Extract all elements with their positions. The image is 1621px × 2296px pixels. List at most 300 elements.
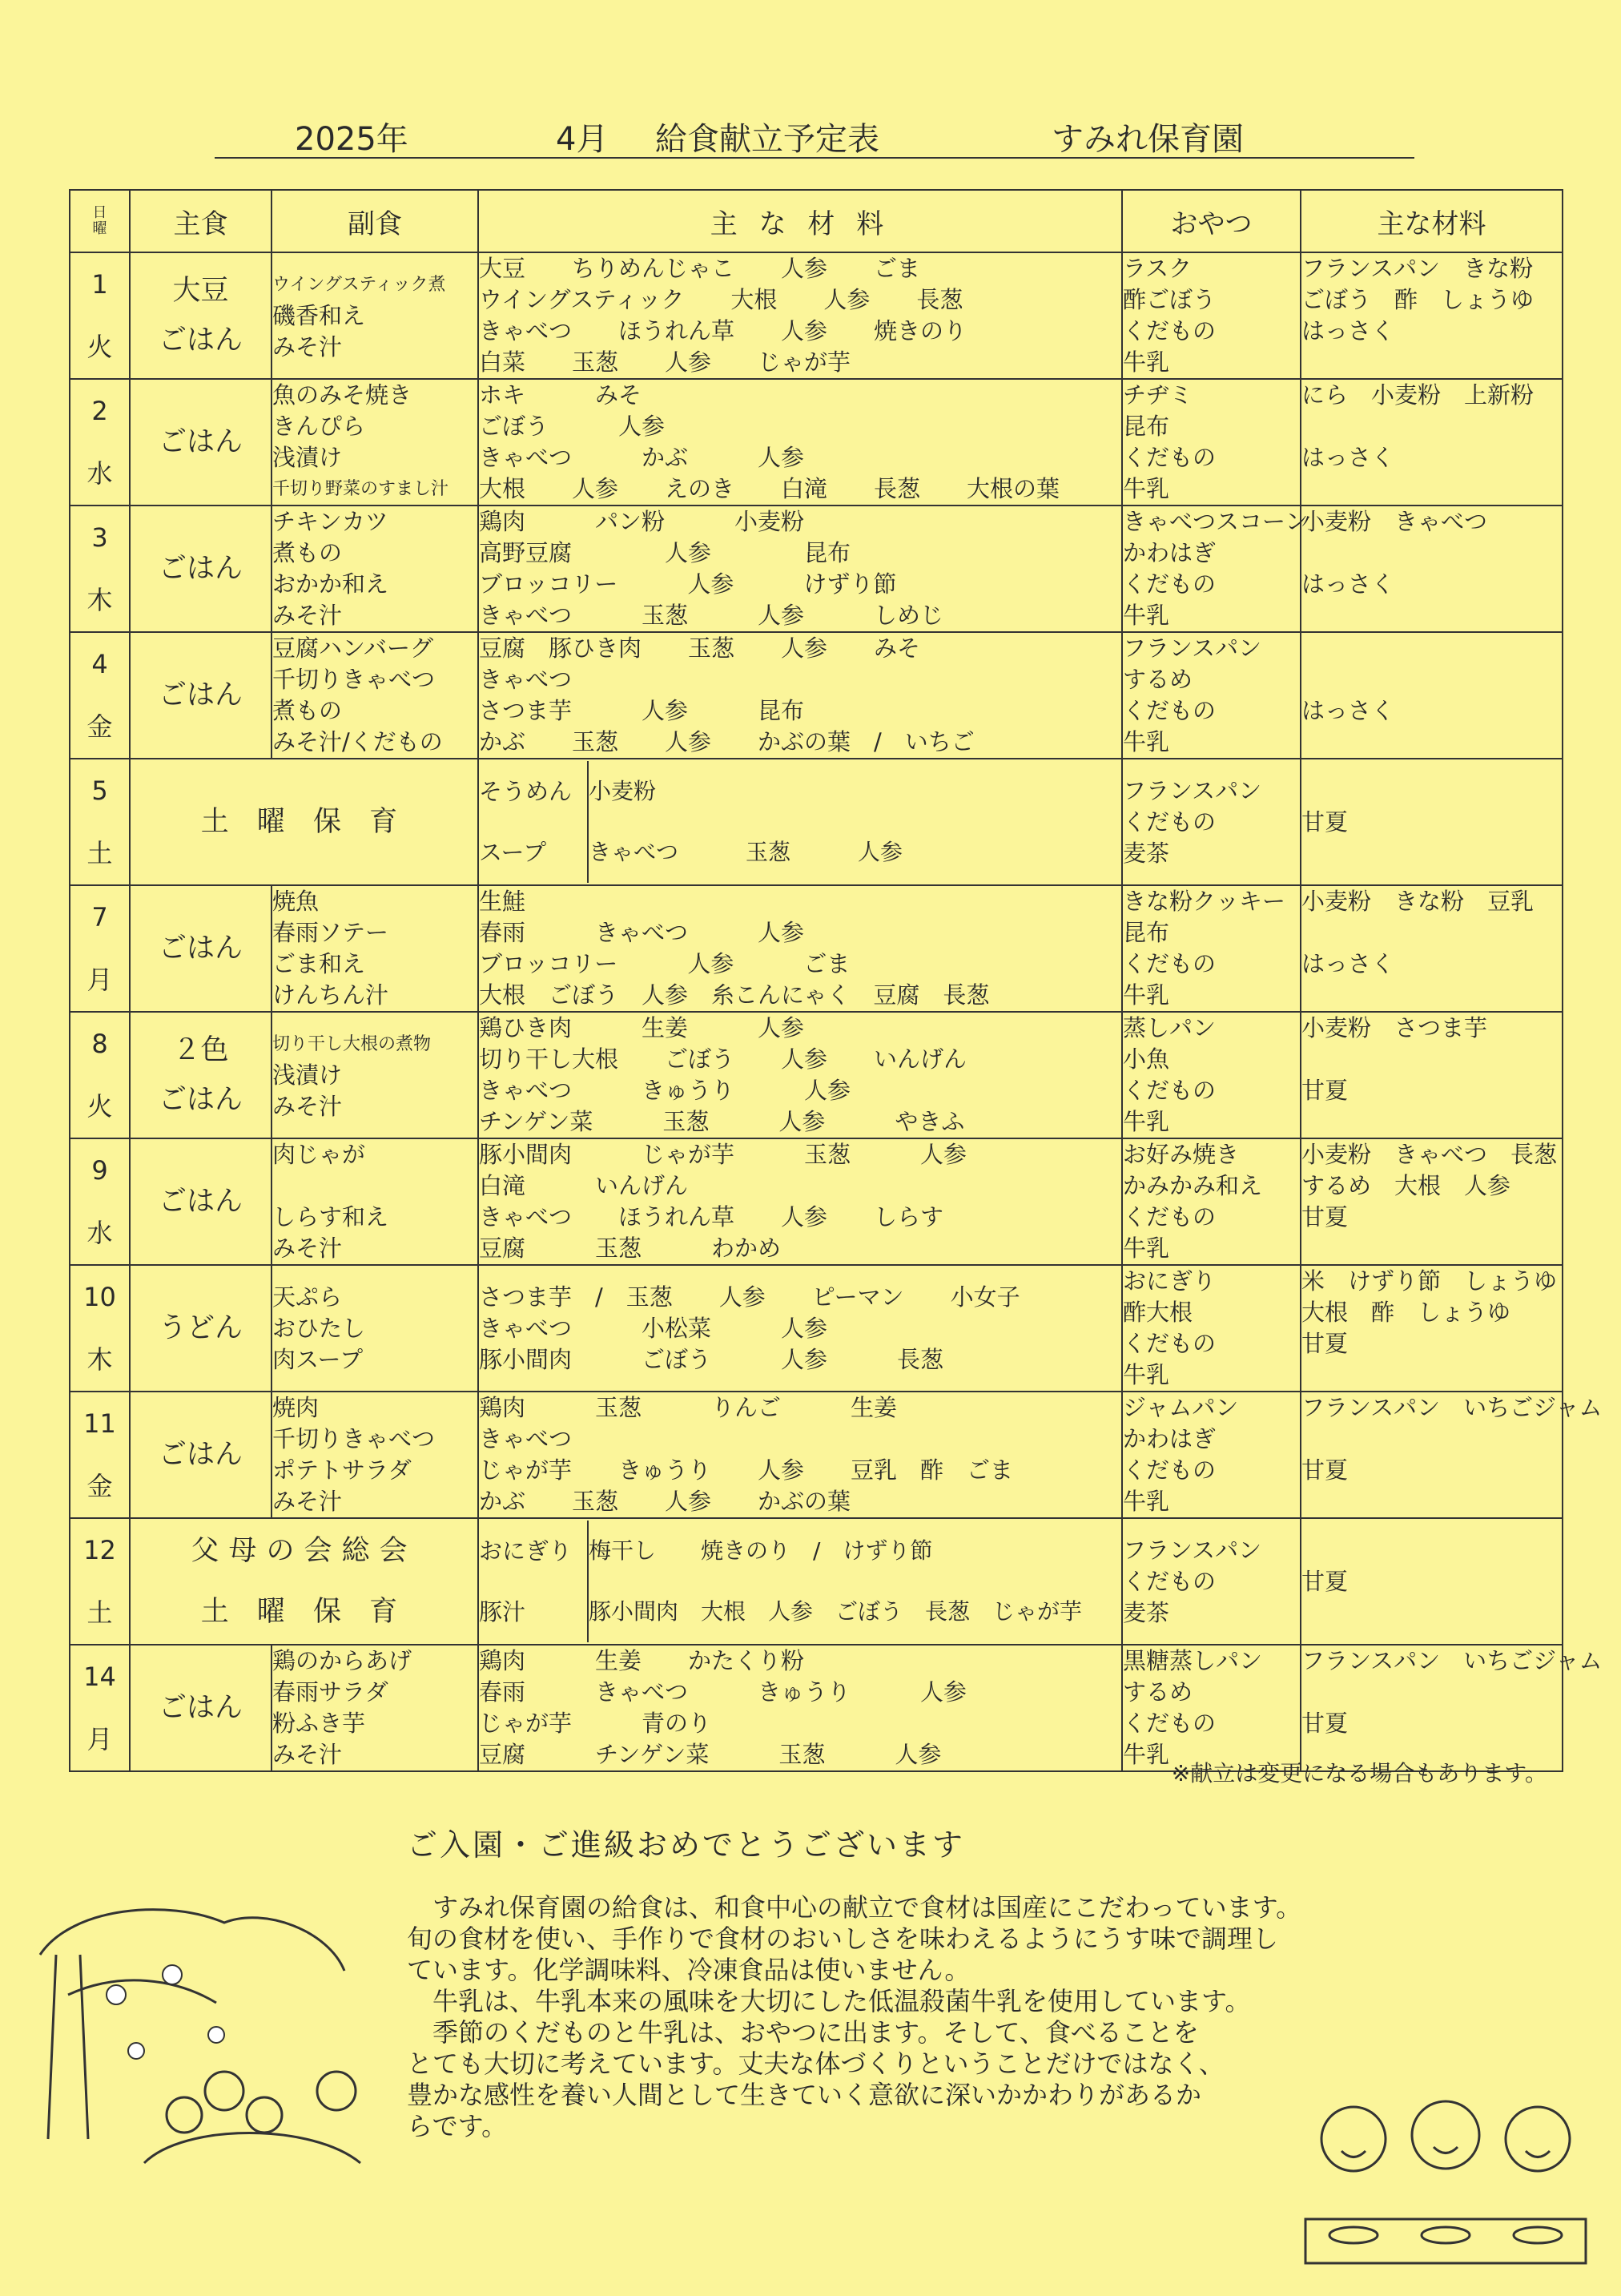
side-cell-line: 焼魚 (272, 888, 320, 915)
ingredients-cell (478, 885, 1122, 1012)
snack-ingredients-cell (1301, 1012, 1563, 1138)
side-cell-line: みそ汁 (272, 1741, 343, 1768)
staple-cell (130, 506, 272, 632)
snack-cell-line: おにぎり (1123, 1267, 1217, 1295)
message-line: 旬の食材を使い、手作りで食材のおいしさを味わえるようにうす味で調理し (407, 1923, 1279, 1954)
ingredients-cell-line: 大根 ごぼう 人参 糸こんにゃく 豆腐 長葱 (479, 981, 990, 1009)
snack-cell-line: 牛乳 (1123, 728, 1170, 755)
snack-cell-line: 牛乳 (1123, 475, 1170, 502)
snack-cell (1122, 506, 1309, 632)
col-date: 日曜 (70, 190, 130, 252)
weekday: 金 (86, 1471, 113, 1501)
menu-table (69, 189, 1603, 1772)
ingredients-cell-line: 白滝 いんげん (479, 1172, 689, 1199)
snack-cell-line: きゃべつスコーン (1123, 508, 1309, 535)
side-cell (272, 379, 478, 506)
side-cell-line: 千切りきゃべつ (272, 1425, 436, 1452)
special-ingredient-line: 豚小間肉 大根 人参 ごぼう 長葱 じゃが芋 (589, 1598, 1083, 1625)
day-number: 10 (83, 1282, 116, 1312)
header-month: 4月 (556, 121, 609, 158)
staple-text: ごはん (158, 324, 243, 356)
snack-cell-line: 昆布 (1123, 413, 1170, 440)
special-inner-row (479, 822, 1121, 883)
snack-ingredients-cell-line (1301, 664, 1562, 695)
side-cell-line: 焼肉 (272, 1394, 320, 1421)
snack-ingredients-cell-line (1301, 411, 1562, 442)
special-ingredients-cell (478, 1518, 1122, 1645)
staple-cell (130, 1392, 272, 1518)
snack-cell-line: するめ (1123, 1678, 1193, 1706)
snack-ingredients-cell (1301, 759, 1563, 885)
ingredients-cell-line: ブロッコリー 人参 けずり節 (479, 570, 897, 598)
side-cell-line: チキンカツ (272, 508, 388, 535)
ingredients-cell-line: ウイングスティック 大根 人参 長葱 (479, 286, 963, 313)
snack-ingredients-cell-line (1301, 1486, 1562, 1517)
snack-cell (1122, 1645, 1301, 1771)
snack-cell-line: 牛乳 (1123, 348, 1170, 376)
snack-ingredients-cell-line: ごぼう 酢 しょうゆ (1301, 286, 1535, 313)
snack-ingredients-cell-line: 米 けずり節 しょうゆ (1301, 1267, 1558, 1295)
side-cell-line: 浅漬け (272, 1061, 343, 1089)
weekday: 月 (86, 965, 113, 995)
special-dish: おにぎり (479, 1521, 588, 1581)
staple-cell (130, 1138, 272, 1265)
special-ingredient-line: きゃべつ 玉葱 人参 (589, 839, 903, 865)
header-title: 給食献立予定表 (655, 121, 879, 158)
side-cell (272, 1138, 478, 1265)
side-cell-line: みそ汁/くだもの (272, 728, 443, 755)
snack-cell-line: くだもの (1123, 697, 1217, 724)
snack-cell (1122, 1265, 1301, 1392)
snack-ingredients-cell-line: 小麦粉 きゃべつ 長葱 (1301, 1141, 1558, 1168)
special-label: 土 曜 保 育 (200, 1596, 408, 1628)
snack-cell-line: 黒糖蒸しパン (1123, 1647, 1263, 1674)
snack-ingredients-cell (1301, 1392, 1603, 1518)
special-dish: そうめん (479, 761, 588, 822)
snack-ingredients-cell-line: 甘夏 (1301, 1710, 1349, 1737)
snack-cell-line: かみかみ和え (1123, 1172, 1263, 1199)
snack-ingredients-cell (1301, 1265, 1563, 1392)
snack-cell-line: くだもの (1123, 1456, 1217, 1484)
snack-cell-line: かわはぎ (1123, 1425, 1217, 1452)
snack-cell-line: 小魚 (1123, 1045, 1170, 1073)
snack-ingredients-cell-line: はっさく (1301, 317, 1395, 344)
snack-ingredients-cell (1301, 1138, 1563, 1265)
side-cell-line: 煮もの (272, 697, 343, 724)
snack-ingredients-cell-line (1301, 1677, 1562, 1708)
side-cell (272, 885, 478, 1012)
date-cell (70, 1518, 130, 1645)
weekday: 水 (86, 458, 113, 489)
snack-ingredients-cell (1301, 379, 1563, 506)
children-eating-illustration (1297, 2083, 1594, 2275)
day-number: 14 (83, 1662, 116, 1692)
snack-cell-line: 牛乳 (1123, 1488, 1170, 1515)
message-body (407, 1892, 1440, 2142)
snack-ingredients-cell-line: 小麦粉 きな粉 豆乳 (1301, 888, 1535, 915)
snack-cell-line: くだもの (1123, 317, 1217, 344)
snack-cell (1122, 632, 1301, 759)
date-cell (70, 885, 130, 1012)
snack-ingredients-cell (1301, 252, 1563, 379)
ingredients-cell (478, 1138, 1122, 1265)
message-line: らです。 (407, 2111, 508, 2141)
side-cell-line: しらす和え (272, 1203, 389, 1231)
snack-ingredients-cell-line (1301, 633, 1562, 664)
ingredients-cell-line: きゃべつ かぶ 人参 (479, 444, 805, 471)
staple-text: ごはん (158, 1439, 243, 1471)
menu-row (70, 1392, 1563, 1518)
ingredients-cell (478, 252, 1122, 379)
snack-ingredients-cell-line: 甘夏 (1301, 1203, 1349, 1231)
snack-cell (1122, 252, 1301, 379)
special-label: 父母の会総会 (191, 1535, 417, 1567)
menu-row (70, 632, 1563, 759)
special-inner-row (479, 1581, 1121, 1642)
ingredients-cell-line: 豆腐 豚ひき肉 玉葱 人参 みそ (479, 634, 921, 662)
ingredients-cell-line: 高野豆腐 人参 昆布 (479, 539, 851, 566)
message-title: ご入園・ご進級おめでとうございます (407, 1827, 966, 1863)
ingredients-cell-line: ブロッコリー 人参 ごま (479, 950, 851, 977)
snack-ingredients-cell-line (1301, 600, 1562, 631)
side-cell-line: 煮もの (272, 539, 343, 566)
ingredients-cell (478, 1392, 1122, 1518)
header-school: すみれ保育園 (1052, 121, 1244, 158)
staple-cell (130, 1012, 272, 1138)
side-cell-line: ウイングスティック煮 (272, 274, 446, 295)
side-cell-line: 磯香和え (272, 301, 366, 329)
snack-ingredients-cell (1301, 506, 1563, 632)
date-cell (70, 1265, 130, 1392)
ingredients-cell-line: かぶ 玉葱 人参 かぶの葉 (479, 1488, 851, 1515)
side-cell-line: 鶏のからあげ (272, 1647, 412, 1674)
snack-cell-line: くだもの (1123, 444, 1217, 471)
snack-cell-line: フランスパン (1123, 634, 1262, 662)
snack-cell-line: フランスパン (1123, 1536, 1262, 1564)
side-cell-line: おかか和え (272, 570, 389, 598)
snack-cell-line: 麦茶 (1123, 1598, 1170, 1626)
staple-cell (130, 252, 272, 379)
snack-cell (1122, 885, 1301, 1012)
snack-cell-line: くだもの (1123, 570, 1217, 598)
side-cell-line: 粉ふき芋 (272, 1710, 366, 1737)
snack-ingredients-cell-line: フランスパン いちごジャム (1301, 1647, 1603, 1674)
special-ingredient-line: 梅干し 焼きのり / けずり節 (589, 1537, 933, 1564)
day-number: 4 (91, 649, 108, 679)
side-cell-line: 春雨サラダ (272, 1678, 388, 1706)
staple-text: ごはん (158, 553, 243, 585)
side-cell-line: 魚のみそ焼き (272, 381, 412, 409)
snack-cell-line: 牛乳 (1123, 1108, 1170, 1135)
staple-text: ごはん (158, 932, 243, 965)
snack-cell-line: くだもの (1123, 1203, 1217, 1231)
side-cell-line: 春雨ソテー (272, 919, 389, 946)
snack-cell-line: 酢大根 (1123, 1299, 1193, 1326)
special-menu-row (70, 1518, 1563, 1645)
ingredients-cell (478, 1265, 1122, 1392)
snack-cell-line: 牛乳 (1123, 1235, 1170, 1262)
snack-ingredients-cell-line (1301, 1106, 1562, 1138)
staple-cell (130, 1265, 272, 1392)
side-cell-line: みそ汁 (272, 332, 343, 361)
cherry-tree-children-illustration (24, 1899, 400, 2163)
snack-cell-line: 牛乳 (1123, 602, 1170, 629)
day-number: 11 (83, 1408, 116, 1439)
date-cell (70, 759, 130, 885)
snack-ingredients-cell-line (1301, 473, 1562, 505)
side-cell (272, 632, 478, 759)
snack-ingredients-cell-line (1301, 1359, 1562, 1391)
menu-row (70, 379, 1563, 506)
ingredients-cell-line: かぶ 玉葱 人参 かぶの葉 / いちご (479, 728, 975, 755)
ingredients-cell-line: じゃが芋 きゅうり 人参 豆乳 酢 ごま (479, 1456, 1014, 1484)
snack-cell-line: くだもの (1123, 808, 1217, 836)
day-number: 9 (91, 1155, 108, 1186)
special-menu-row (70, 759, 1563, 885)
side-cell (272, 1392, 478, 1518)
special-ingredient-line: 小麦粉 (589, 778, 657, 804)
ingredients-cell-line: 切り干し大根 ごぼう 人参 いんげん (479, 1045, 967, 1073)
staple-cell (130, 632, 272, 759)
ingredients-cell-line: 豚小間肉 じゃが芋 玉葱 人参 (479, 1141, 967, 1168)
special-ingredients-cell (478, 759, 1122, 885)
page-header (215, 111, 1414, 159)
snack-cell-line: ラスク (1123, 255, 1193, 282)
snack-ingredients-cell-line: 甘夏 (1301, 1567, 1349, 1595)
col-side: 副食 (272, 190, 478, 252)
special-label: 土 曜 保 育 (200, 806, 408, 838)
staple-cell (130, 885, 272, 1012)
snack-ingredients-cell-line (1301, 727, 1562, 758)
col-staple: 主食 (130, 190, 272, 252)
snack-cell-line: するめ (1123, 666, 1193, 693)
snack-ingredients-cell-line (1301, 1233, 1562, 1264)
snack-ingredients-cell-line (1301, 1044, 1562, 1075)
weekday: 土 (86, 838, 113, 868)
day-number: 3 (91, 522, 108, 553)
special-label-cell (130, 759, 478, 885)
day-number: 2 (91, 396, 108, 426)
side-cell (272, 1265, 478, 1392)
special-inner-row (479, 1521, 1121, 1581)
snack-ingredients-cell (1301, 1645, 1603, 1771)
snack-ingredients-cell-line: フランスパン いちごジャム (1301, 1394, 1603, 1421)
weekday: 金 (86, 711, 113, 742)
ingredients-cell (478, 632, 1122, 759)
ingredients-cell-line: 生鮭 (479, 888, 526, 915)
menu-row (70, 885, 1563, 1012)
date-cell (70, 1392, 130, 1518)
snack-ingredients-cell-line: はっさく (1301, 444, 1395, 471)
staple-cell (130, 1645, 272, 1771)
day-number: 12 (83, 1535, 116, 1565)
ingredients-cell-line: 白菜 玉葱 人参 じゃが芋 (479, 348, 851, 376)
staple-text: ごはん (158, 426, 243, 458)
snack-ingredients-cell-line (1301, 347, 1562, 378)
col-snack: おやつ (1122, 190, 1301, 252)
day-number: 1 (91, 269, 108, 300)
snack-cell (1122, 1518, 1301, 1645)
weekday: 火 (86, 1091, 113, 1122)
snack-cell-line: 昆布 (1123, 919, 1170, 946)
menu-row (70, 1265, 1563, 1392)
snack-ingredients-cell-line: 甘夏 (1301, 1456, 1349, 1484)
date-cell (70, 379, 130, 506)
ingredients-cell-line: きゃべつ (479, 666, 573, 693)
snack-ingredients-cell-line (1301, 980, 1562, 1011)
ingredients-cell-line: きゃべつ 玉葱 人参 しめじ (479, 602, 944, 629)
snack-ingredients-cell-line: 甘夏 (1301, 1330, 1349, 1357)
side-cell-line: 豆腐ハンバーグ (272, 634, 433, 662)
side-cell-line: みそ汁 (272, 1092, 343, 1120)
snack-cell-line: 牛乳 (1123, 981, 1170, 1009)
weekday: 木 (86, 1344, 113, 1375)
snack-cell-line: 蒸しパン (1123, 1014, 1217, 1041)
side-cell-line: おひたし (272, 1314, 366, 1342)
ingredients-cell-line: 豚小間肉 ごぼう 人参 長葱 (479, 1345, 944, 1373)
snack-cell (1122, 1392, 1301, 1518)
snack-ingredients-cell-line: フランスパン きな粉 (1301, 255, 1534, 282)
side-cell-line: ごま和え (272, 950, 366, 977)
ingredients-cell-line: ホキ みそ (479, 381, 642, 409)
side-cell (272, 252, 478, 379)
weekday: 土 (86, 1597, 113, 1628)
snack-cell-line: チヂミ (1123, 381, 1193, 409)
snack-cell-line: お好み焼き (1123, 1141, 1240, 1168)
ingredients-cell-line: きゃべつ ほうれん草 人参 しらす (479, 1203, 944, 1231)
staple-text: うどん (158, 1312, 243, 1344)
side-cell-line: 切り干し大根の煮物 (272, 1033, 432, 1054)
message-line: 季節のくだものと牛乳は、おやつに出ます。そして、食べることを (407, 2017, 1199, 2048)
ingredients-cell-line: チンゲン菜 玉葱 人参 やきふ (479, 1108, 965, 1135)
snack-cell-line: くだもの (1123, 1330, 1217, 1357)
snack-ingredients-cell-line: はっさく (1301, 697, 1395, 724)
snack-ingredients-cell-line: 甘夏 (1301, 1077, 1349, 1104)
ingredients-cell-line: さつま芋 / 玉葱 人参 ピーマン 小女子 (479, 1283, 1020, 1311)
snack-ingredients-cell-line: 小麦粉 きゃべつ (1301, 508, 1488, 535)
staple-text: ごはん (158, 1692, 243, 1724)
table-header-row (70, 190, 1563, 252)
ingredients-cell-line: 大根 人参 えのき 白滝 長葱 大根の葉 (479, 475, 1060, 502)
snack-ingredients-cell-line (1301, 917, 1562, 949)
side-cell-line: けんちん汁 (272, 981, 389, 1009)
weekday: 月 (86, 1724, 113, 1754)
menu-row (70, 1138, 1563, 1265)
special-dish: スープ (479, 822, 588, 883)
date-cell (70, 1138, 130, 1265)
ingredients-cell-line: 豆腐 チンゲン菜 玉葱 人参 (479, 1741, 942, 1768)
side-cell-line: 肉じゃが (272, 1141, 366, 1168)
special-dish: 豚汁 (479, 1581, 588, 1642)
snack-ingredients-cell-line (1301, 1424, 1562, 1455)
snack-ingredients-cell-line: 大根 酢 しょうゆ (1301, 1299, 1511, 1326)
header-year: 2025年 (295, 121, 408, 158)
message-line: 豊かな感性を養い人間として生きていく意欲に深いかかわりがあるか (407, 2080, 1202, 2110)
snack-cell-line: 酢ごぼう (1123, 286, 1217, 313)
staple-cell (130, 379, 272, 506)
weekday: 水 (86, 1218, 113, 1248)
side-cell (272, 506, 478, 632)
date-cell (70, 506, 130, 632)
snack-ingredients-cell-line: はっさく (1301, 570, 1395, 598)
ingredients-cell-line: 豆腐 玉葱 わかめ (479, 1235, 782, 1262)
message-line: すみれ保育園の給食は、和食中心の献立で食材は国産にこだわっています。 (407, 1892, 1302, 1923)
special-inner-row (479, 761, 1121, 822)
side-cell-line: 千切りきゃべつ (272, 666, 436, 693)
staple-text: ごはん (158, 1084, 243, 1116)
col-snack-ingredients: 主な材料 (1301, 190, 1563, 252)
snack-cell-line: きな粉クッキー (1123, 888, 1286, 915)
ingredients-cell-line: きゃべつ (479, 1425, 573, 1452)
snack-cell-line: 麦茶 (1123, 839, 1170, 867)
snack-ingredients-cell-line: にら 小麦粉 上新粉 (1301, 381, 1535, 409)
message-line: とても大切に考えています。丈夫な体づくりということだけではなく、 (407, 2048, 1225, 2079)
ingredients-cell-line: 春雨 きゃべつ 人参 (479, 919, 805, 946)
staple-text: ごはん (158, 679, 243, 711)
snack-cell-line: フランスパン (1123, 776, 1262, 804)
menu-row (70, 252, 1563, 379)
snack-cell (1122, 1138, 1301, 1265)
side-cell-line: ポテトサラダ (272, 1456, 412, 1484)
ingredients-cell-line: じゃが芋 青のり (479, 1710, 712, 1737)
snack-ingredients-cell (1301, 885, 1563, 1012)
side-cell-line: 千切り野菜のすまし汁 (272, 479, 449, 499)
ingredients-cell-line: さつま芋 人参 昆布 (479, 697, 805, 724)
date-cell (70, 632, 130, 759)
snack-ingredients-cell-line: するめ 大根 人参 (1301, 1172, 1511, 1199)
snack-cell-line: 牛乳 (1123, 1741, 1170, 1768)
ingredients-cell-line: 春雨 きゃべつ きゅうり 人参 (479, 1678, 967, 1706)
snack-ingredients-cell-line: はっさく (1301, 950, 1395, 977)
ingredients-cell (478, 506, 1122, 632)
col-ingredients: 主 な 材 料 (478, 190, 1122, 252)
ingredients-cell-line: 大豆 ちりめんじゃこ 人参 ごま (479, 255, 921, 282)
snack-ingredients-cell-line (1301, 538, 1562, 569)
message-line: ています。化学調味料、冷凍食品は使いません。 (407, 1955, 971, 1985)
date-cell (70, 1645, 130, 1771)
ingredients-cell-line: 鶏ひき肉 生姜 人参 (479, 1014, 805, 1041)
change-note: ※献立は変更になる場合もあります。 (1171, 1760, 1547, 1786)
snack-ingredients-cell-line: 甘夏 (1301, 808, 1349, 836)
ingredients-cell-line: きゃべつ 小松菜 人参 (479, 1314, 828, 1342)
side-cell-line: 肉スープ (272, 1345, 364, 1373)
day-number: 8 (91, 1029, 108, 1059)
snack-ingredients-cell (1301, 632, 1563, 759)
ingredients-cell-line: 鶏肉 玉葱 りんご 生姜 (479, 1394, 898, 1421)
snack-cell (1122, 1012, 1301, 1138)
menu-row (70, 506, 1563, 632)
special-label-cell (130, 1518, 478, 1645)
special-inner-table (479, 761, 1121, 883)
side-cell-line: みそ汁 (272, 602, 343, 629)
snack-cell (1122, 379, 1301, 506)
snack-cell-line: くだもの (1123, 1710, 1217, 1737)
staple-text: ２色 (172, 1034, 229, 1066)
ingredients-cell-line: 鶏肉 パン粉 小麦粉 (479, 508, 805, 535)
snack-cell-line: 牛乳 (1123, 1361, 1170, 1388)
snack-ingredients-cell-line: 小麦粉 さつま芋 (1301, 1014, 1488, 1041)
side-cell (272, 1012, 478, 1138)
special-inner-table (479, 1521, 1121, 1642)
ingredients-cell-line: ごぼう 人参 (479, 413, 666, 440)
date-cell (70, 252, 130, 379)
snack-cell (1122, 759, 1301, 885)
day-number: 5 (91, 775, 108, 806)
side-cell-line: 浅漬け (272, 444, 343, 471)
ingredients-cell-line: 鶏肉 生姜 かたくり粉 (479, 1647, 805, 1674)
snack-cell-line: くだもの (1123, 1567, 1217, 1595)
side-cell (272, 1645, 478, 1771)
